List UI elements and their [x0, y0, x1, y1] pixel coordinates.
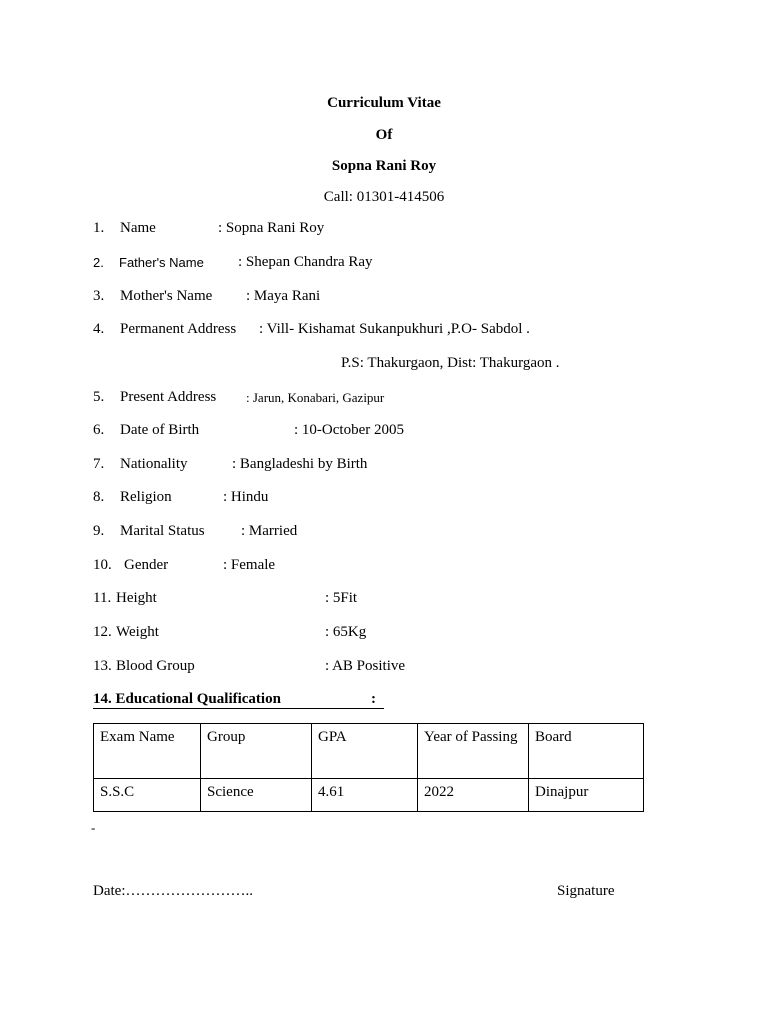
field-number: 2. [93, 255, 104, 270]
field-number: 8. [93, 489, 105, 505]
cv-call: Call: 01301-414506 [323, 189, 445, 205]
field-number: 10. [93, 557, 112, 573]
field-value-mother: : Maya Rani [246, 288, 321, 304]
field-number: 11. [93, 590, 112, 606]
cv-of: Of [375, 127, 393, 143]
cv-name-heading: Sopna Rani Roy [331, 158, 437, 174]
table-row [94, 779, 644, 812]
field-number: 6. [93, 422, 105, 438]
field-value-father: : Shepan Chandra Ray [238, 254, 373, 270]
field-number: 5. [93, 389, 105, 405]
table-header-cell: Board [529, 724, 644, 779]
table-header-cell: Exam Name [94, 724, 201, 779]
field-value-religion: : Hindu [223, 489, 269, 505]
date-line: Date:…………………….. [93, 883, 253, 899]
stray-dash: - [91, 820, 96, 835]
education-table [93, 723, 644, 812]
field-value-name: : Sopna Rani Roy [218, 220, 325, 236]
signature-label: Signature [557, 883, 615, 899]
field-value-blood-group: : AB Positive [325, 658, 406, 674]
field-label-name: Name [120, 220, 156, 236]
education-heading-underline [93, 691, 384, 709]
table-header-cell: Group [201, 724, 312, 779]
field-number: 7. [93, 456, 105, 472]
field-label-mother: Mother's Name [120, 288, 213, 304]
table-header-row [94, 724, 644, 779]
field-number: 9. [93, 523, 105, 539]
field-label-permanent-address: Permanent Address [120, 321, 237, 337]
field-number: 4. [93, 321, 105, 337]
education-heading-colon: : [371, 691, 376, 707]
field-number: 12. [93, 624, 112, 640]
field-value-marital-status: : Married [241, 523, 298, 539]
table-cell: Science [201, 779, 312, 812]
field-number: 3. [93, 288, 105, 304]
field-label-gender: Gender [124, 557, 169, 573]
field-number: 13. [93, 658, 112, 674]
table-cell: 4.61 [312, 779, 418, 812]
field-label-nationality: Nationality [120, 456, 188, 472]
field-label-blood-group: Blood Group [116, 658, 195, 674]
table-header-cell: GPA [312, 724, 418, 779]
field-value-permanent-address-line2: P.S: Thakurgaon, Dist: Thakurgaon . [341, 355, 560, 371]
field-number: 1. [93, 220, 105, 236]
field-label-marital-status: Marital Status [120, 523, 205, 539]
field-value-nationality: : Bangladeshi by Birth [232, 456, 368, 472]
field-label-height: Height [116, 590, 157, 606]
field-value-present-address: : Jarun, Konabari, Gazipur [246, 390, 385, 405]
field-label-weight: Weight [116, 624, 159, 640]
field-value-dob: : 10-October 2005 [294, 422, 404, 438]
field-value-weight: : 65Kg [325, 624, 367, 640]
field-value-gender: : Female [223, 557, 276, 573]
field-label-religion: Religion [120, 489, 172, 505]
education-heading: 14. Educational Qualification [93, 691, 281, 707]
field-label-present-address: Present Address [120, 389, 217, 405]
table-cell: S.S.C [94, 779, 201, 812]
field-label-father: Father's Name [119, 255, 204, 270]
field-value-permanent-address: : Vill- Kishamat Sukanpukhuri ,P.O- Sabdol . [259, 321, 530, 337]
field-value-height: : 5Fit [325, 590, 358, 606]
table-cell: Dinajpur [529, 779, 644, 812]
table-header-cell: Year of Passing [418, 724, 529, 779]
table-cell: 2022 [418, 779, 529, 812]
field-label-dob: Date of Birth [120, 422, 200, 438]
cv-title: Curriculum Vitae [327, 95, 441, 111]
